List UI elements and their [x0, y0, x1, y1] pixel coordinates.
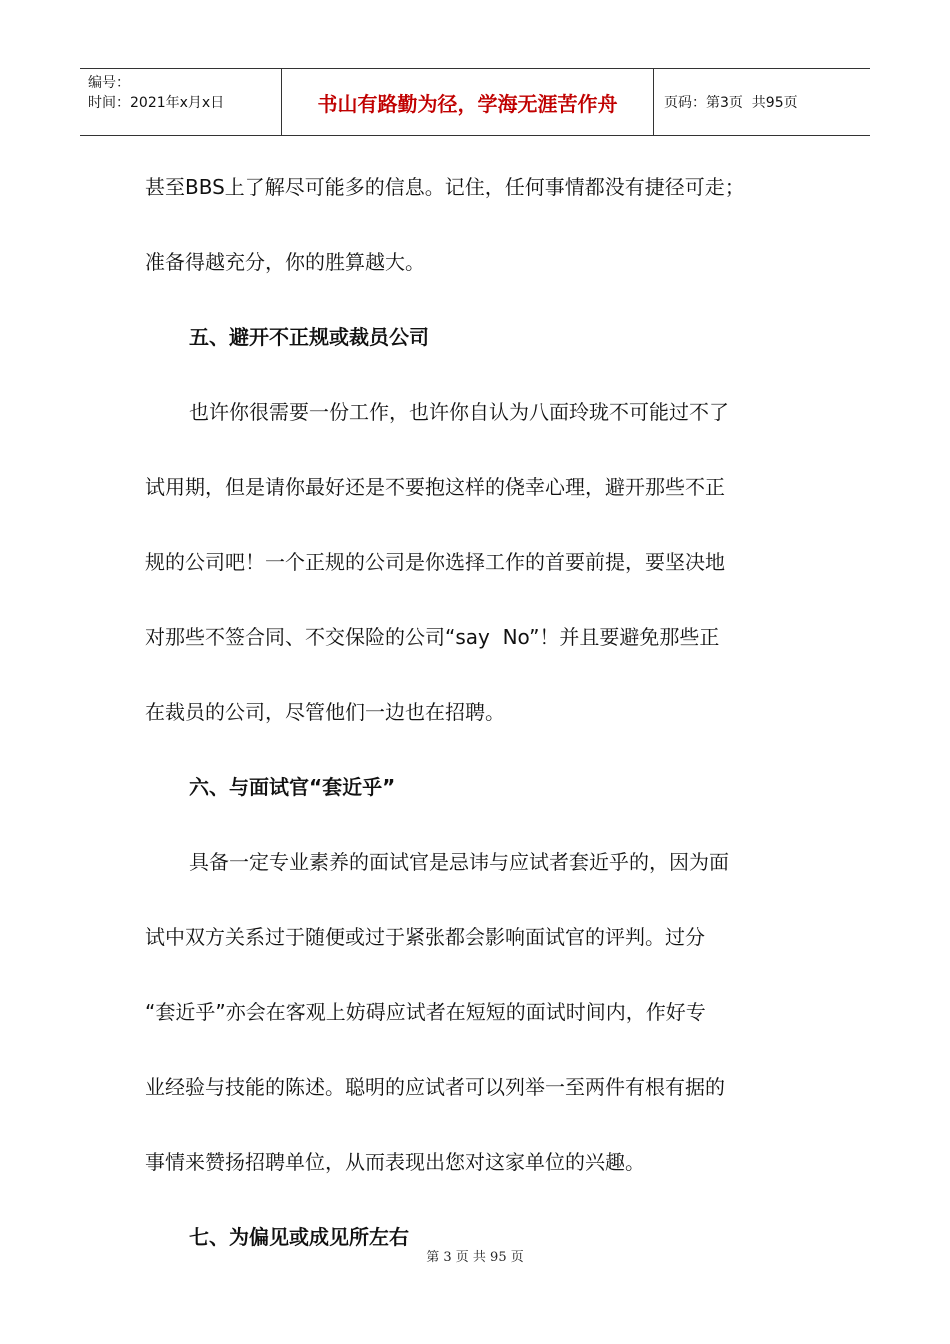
section-heading: 六、与面试官“套近乎” [189, 775, 396, 799]
body-line: 业经验与技能的陈述。聪明的应试者可以列举一至两件有根有据的 [145, 1075, 725, 1099]
body-line: 具备一定专业素养的面试官是忌讳与应试者套近乎的，因为面 [189, 850, 729, 874]
body-line: 试用期，但是请你最好还是不要抱这样的侥幸心理，避开那些不正 [145, 475, 725, 499]
body-line: “套近乎”亦会在客观上妨碍应试者在短短的面试时间内，作好专 [145, 1000, 706, 1024]
section-heading: 七、为偏见或成见所左右 [189, 1225, 409, 1249]
header-meta [80, 69, 282, 135]
page-header [80, 68, 870, 136]
document-time-label: 时间：2021年x月x日 [88, 95, 225, 111]
body-line: 准备得越充分，你的胜算越大。 [145, 250, 425, 274]
page-footer: 第 3 页 共 95 页 [426, 1250, 524, 1265]
document-body [145, 150, 815, 1275]
body-line: 规的公司吧！一个正规的公司是你选择工作的首要前提，要坚决地 [145, 550, 725, 574]
body-line: 事情来赞扬招聘单位，从而表现出您对这家单位的兴趣。 [145, 1150, 645, 1174]
body-line: 在裁员的公司，尽管他们一边也在招聘。 [145, 700, 505, 724]
body-line: 试中双方关系过于随便或过于紧张都会影响面试官的评判。过分 [145, 925, 705, 949]
body-line: 也许你很需要一份工作，也许你自认为八面玲珑不可能过不了 [189, 400, 729, 424]
header-motto: 书山有路勤为径，学海无涯苦作舟 [282, 69, 654, 135]
section-heading: 五、避开不正规或裁员公司 [189, 325, 429, 349]
header-page-info [654, 69, 870, 135]
document-number-label: 编号： [88, 75, 130, 91]
body-line: 甚至BBS上了解尽可能多的信息。记住，任何事情都没有捷径可走； [145, 175, 745, 199]
body-line: 对那些不签合同、不交保险的公司“say No”！并且要避免那些正 [145, 625, 720, 649]
header-page-info-text: 页码：第3页 共95页 [664, 95, 798, 111]
